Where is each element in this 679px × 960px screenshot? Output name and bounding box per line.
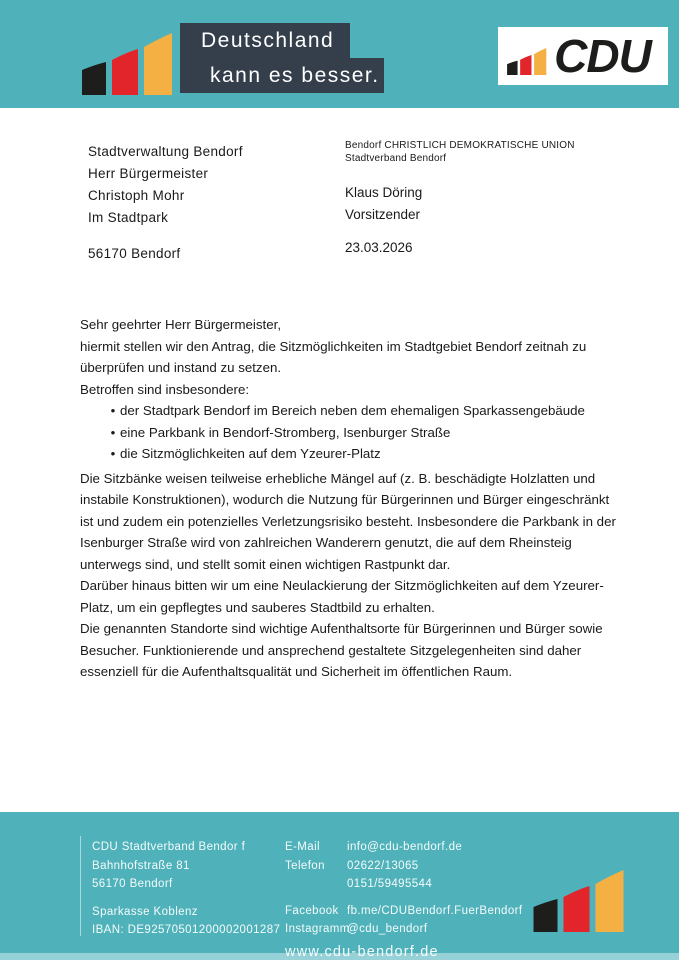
footer-divider [80,836,81,936]
contact-mobile: 0151/59495544 [347,878,433,890]
contact-row [285,857,522,876]
footer-address-line: 56170 Bendorf [92,878,173,890]
contact-instagram: @cdu_bendorf [347,923,428,935]
recipient-line: Stadtverwaltung Bendorf [88,144,243,159]
contact-row [285,838,522,857]
letter-body [80,314,622,683]
contact-label: E-Mail [285,841,320,853]
slogan-line-1: Deutschland [180,23,350,58]
paragraph-importance: Die genannten Standorte sind wichtige Aufenthaltsorte für Bürgerinnen und Bürger sowie Besucher. Funktionierende und ansprechend gestaltete Sitzgelegenheiten sind daher essenziell für die Aufenthaltsqualität und Sicherheit im öffentlichen Raum. [80,621,603,679]
footer-address-line: CDU Stadtverband Bendor f [92,841,246,853]
recipient-address-block [88,141,243,265]
recipient-line: Im Stadtpark [88,210,169,225]
list-item [80,400,622,422]
contact-label: Facebook [285,904,339,917]
letter-date: 23.03.2026 [345,240,413,255]
footer-bank-block [92,903,280,940]
cdu-flag-bars-icon [507,48,549,75]
contact-label [285,875,347,894]
footer-contacts-block [285,838,522,960]
bullet-icon: • [110,446,116,461]
recipient-line: Christoph Mohr [88,188,185,203]
contact-label: Instagramm [285,923,350,935]
sender-org-line: Stadtverband Bendorf [345,153,447,164]
sender-block [345,139,575,255]
flag-bars-chart-icon [82,33,178,95]
flag-bars-svg [82,33,178,95]
list-item-text: die Sitzmöglichkeiten auf dem Yzeurer-Platz [120,446,381,461]
footer-address-block [92,838,280,940]
footer-address-line: Bahnhofstraße 81 [92,859,190,872]
slogan-line-2: kann es besser. [180,58,384,93]
footer-bank-name: Sparkasse Koblenz [92,905,198,918]
contact-row [285,902,522,921]
contact-facebook: fb.me/CDUBendorf.FuerBendorf [347,904,523,917]
cdu-logo [498,27,668,85]
footer-band [0,812,679,960]
sender-org-line: Bendorf CHRISTLICH DEMOKRATISCHE UNION [345,140,575,151]
cdu-wordmark: CDU [554,30,651,82]
contact-email: info@cdu-bendorf.de [347,841,463,853]
contact-label: Telefon [285,859,325,872]
sender-name: Klaus Döring [345,185,423,200]
paragraph-condition: Die Sitzbänke weisen teilweise erhebliche Mängel auf (z. B. beschädigte Holzlatten und instabile Konstruktionen), wodurch die Nutzung für Bürgerinnen und Bürger eingeschränkt ist und zudem ein potenzielles Verletzungsrisiko besteht. Insbesondere die Parkbank in der Isenburger Straße wird von zahlreichen Wanderern genutzt, die auf dem Rheinsteig unterwegs sind, und stellt somit einen wichtigen Rastpunkt dar. [80,470,616,572]
recipient-line: Herr Bürgermeister [88,166,209,181]
list-item [80,443,622,465]
list-item-text: der Stadtpark Bendorf im Bereich neben dem ehemaligen Sparkassengebäude [120,403,585,418]
bullet-icon: • [110,424,116,440]
bullet-icon: • [110,403,116,418]
list-item [80,422,622,444]
paragraph-request: hiermit stellen wir den Antrag, die Sitzmöglichkeiten im Stadtgebiet Bendorf zeitnah zu überprüfen und instand zu setzen. [80,338,587,375]
list-item-text: eine Parkbank in Bendorf-Stromberg, Isenburger Straße [120,424,451,440]
recipient-postal: 56170 Bendorf [88,246,181,261]
list-intro: Betroffen sind insbesondere: [80,381,250,397]
contact-phone: 02622/13065 [347,859,419,872]
contact-row [285,875,522,894]
footer-website: www.cdu-bendorf.de [285,943,439,960]
cdu-flag-bars-svg [507,48,549,75]
footer-iban: IBAN: DE92570501200002001287 [92,924,281,936]
paragraph-repainting: Darüber hinaus bitten wir um eine Neulackierung der Sitzmöglichkeiten auf dem Yzeurer-Platz, um ein gepflegtes und sauberes Stadtbild zu erhalten. [80,578,604,615]
sender-role: Vorsitzender [345,207,421,222]
footer-flag-bars-svg [533,870,630,932]
contact-row [285,920,522,939]
locations-list [80,400,622,465]
footer-flag-bars-chart-icon [533,870,630,932]
salutation: Sehr geehrter Herr Bürgermeister, [80,317,282,332]
header-band [0,0,679,108]
footer-bottom-strip [0,953,679,960]
